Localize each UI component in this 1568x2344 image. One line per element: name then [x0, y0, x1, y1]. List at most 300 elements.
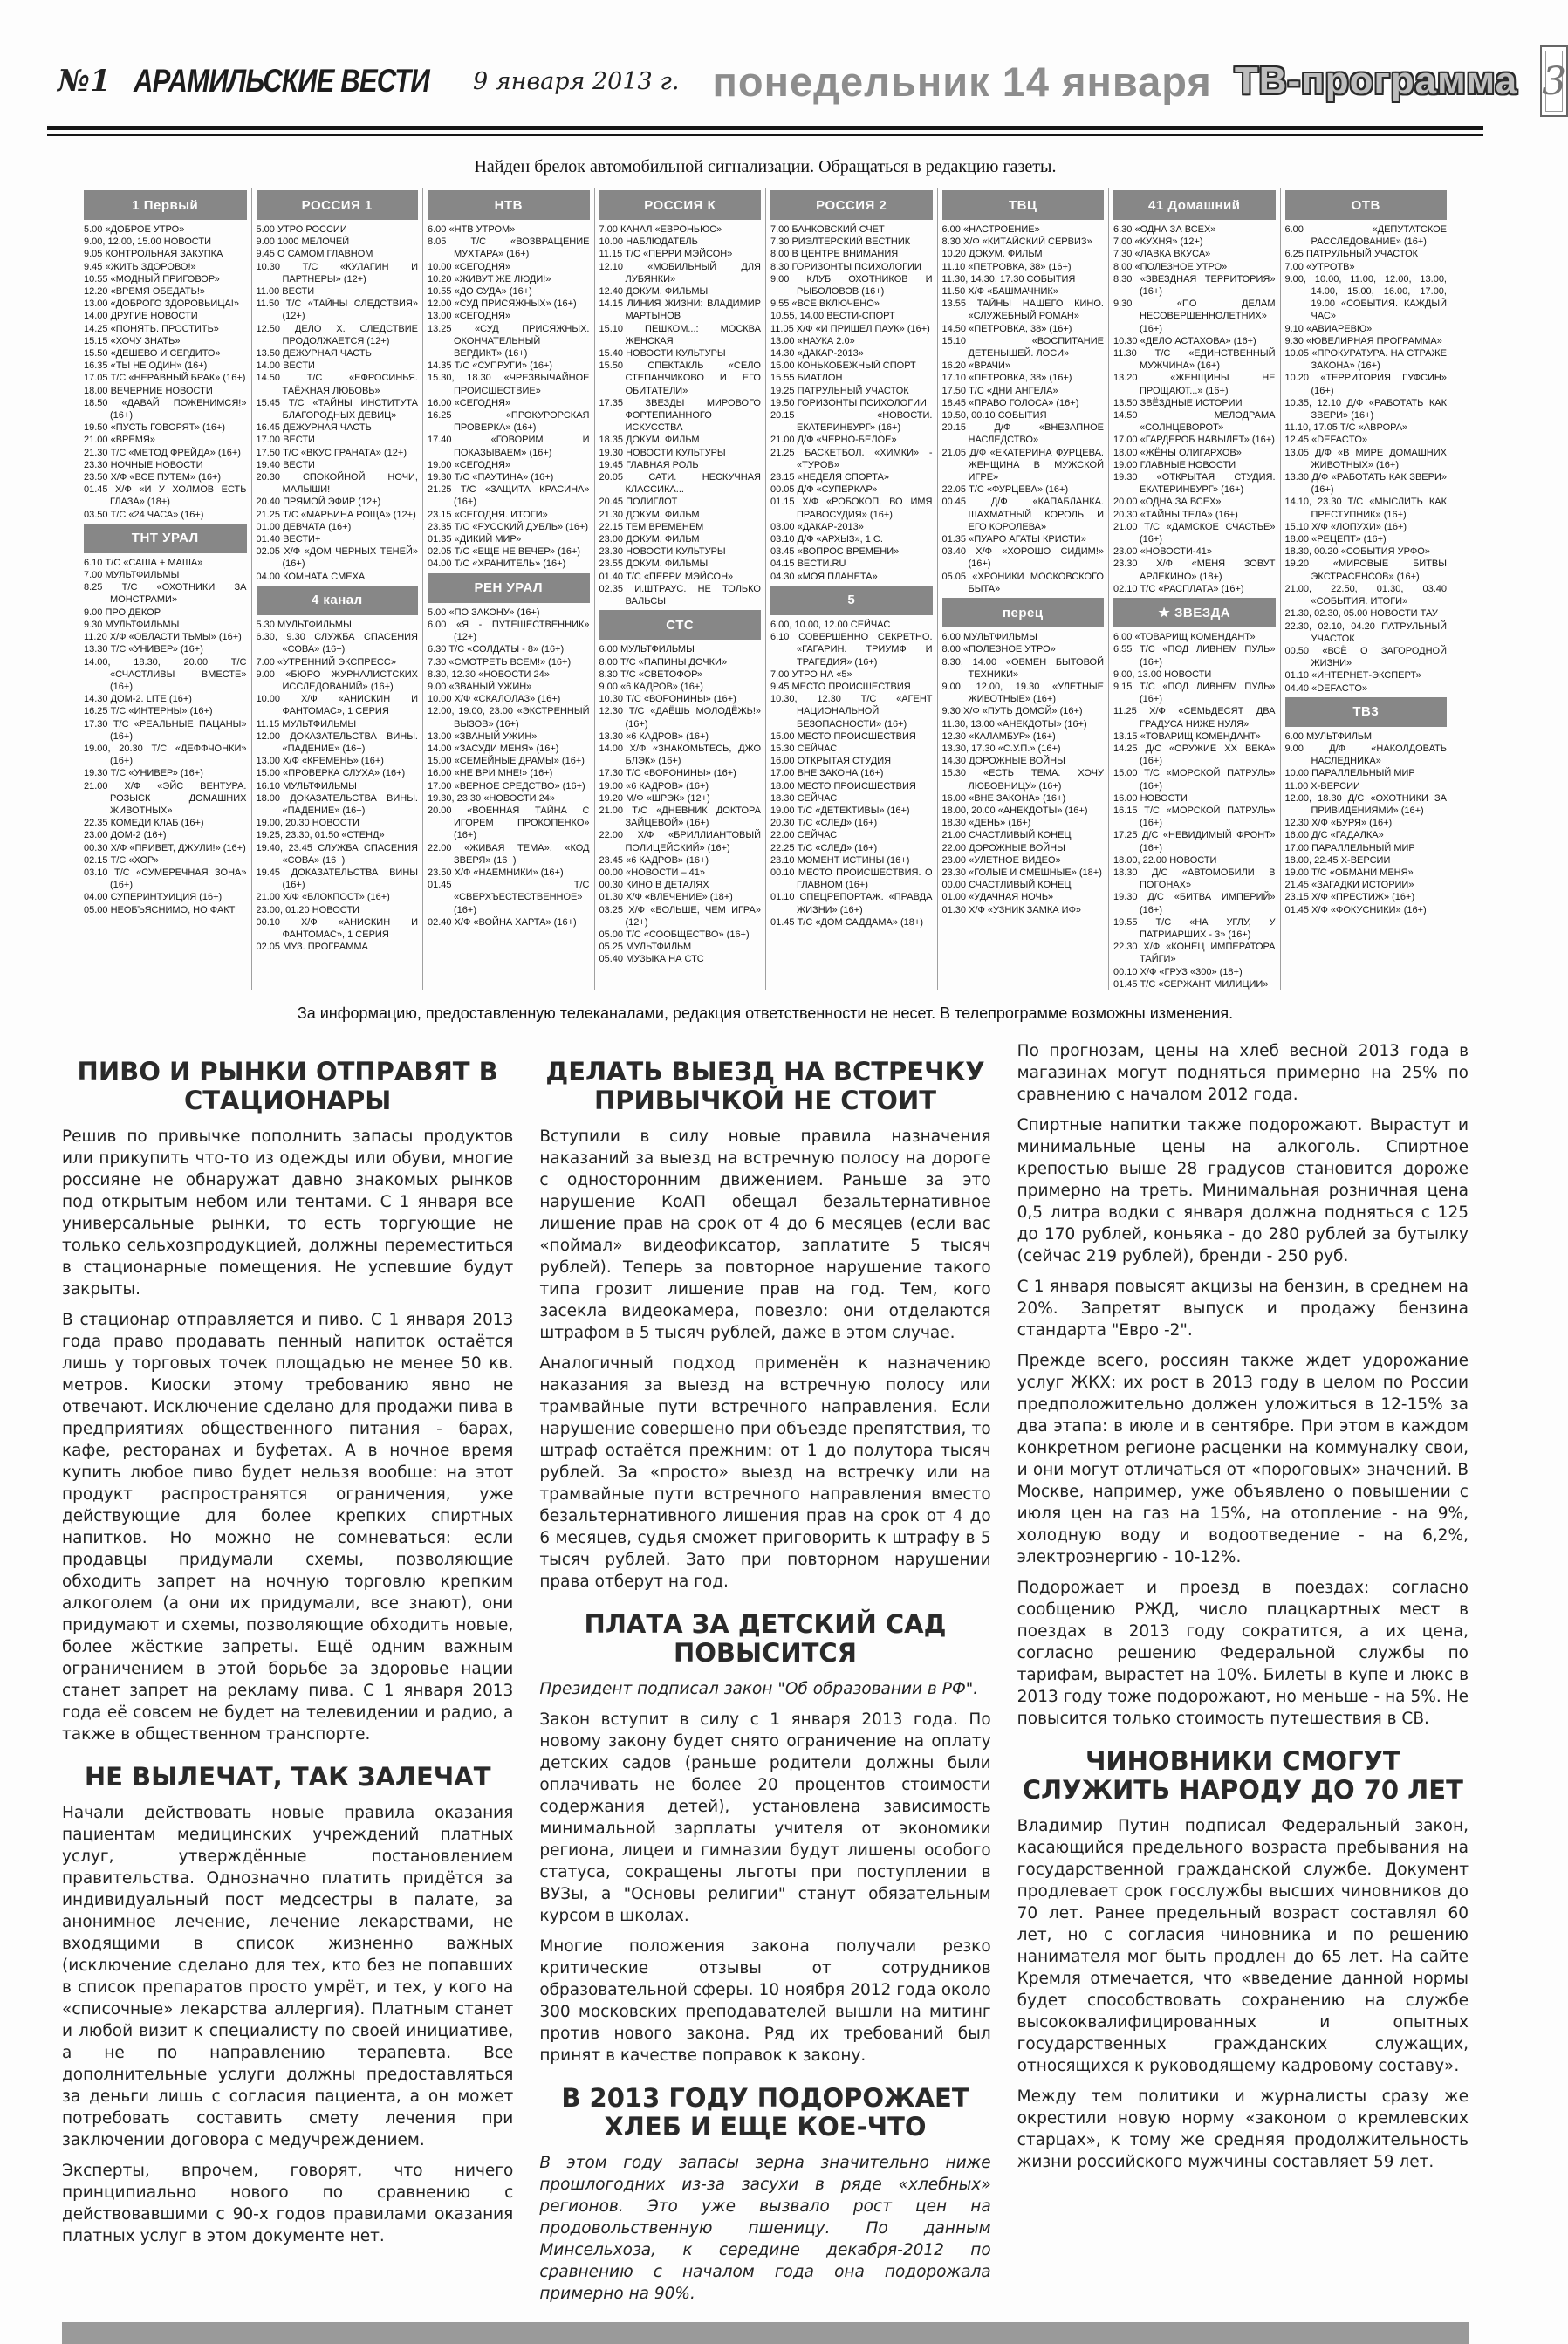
program-entry: 14.50 «ПЕТРОВКА, 38» (16+): [941, 323, 1072, 334]
program-entry: 15.10 ПЕШКОМ...: МОСКВА ЖЕНСКАЯ: [599, 323, 761, 346]
program-entry: 14.25 Д/С «ОРУЖИЕ ХХ ВЕКА» (16+): [1113, 743, 1276, 767]
program-entry: 8.00 «ПОЛЕЗНОЕ УТРО»: [1113, 261, 1228, 272]
program-entry: 19.30 Д/С «БИТВА ИМПЕРИЙ» (16+): [1113, 892, 1276, 915]
program-entry: 6.25 ПАТРУЛЬНЫЙ УЧАСТОК: [1284, 249, 1419, 260]
program-entry: 12.00 «СУД ПРИСЯЖНЫХ» (16+): [428, 298, 577, 310]
article: [539, 1058, 990, 1593]
program-entry: 18.00 «РЕЦЕПТ» (16+): [1284, 534, 1387, 545]
program-entry: 10.30 «ДЕЛО АСТАХОВА» (16+): [1113, 335, 1256, 346]
program-entry: 17.50 Т/С «ВКУС ГРАНАТА» (12+): [256, 447, 407, 458]
channel-logo-text: ТВ3: [1352, 704, 1380, 720]
program-entry: 11.15 МУЛЬТФИЛЬМЫ: [256, 718, 357, 730]
program-entry: 22.05 Т/С «ФУРЦЕВА» (16+): [941, 484, 1069, 496]
program-entry: 13.50 ЗВЁЗДНЫЕ ИСТОРИИ: [1113, 397, 1243, 408]
program-entry: 15.00 Т/С «МОРСКОЙ ПАТРУЛЬ» (16+): [1113, 768, 1276, 792]
program-entry: 10.30 Т/С «ВОРОНИНЫ» (16+): [599, 694, 736, 705]
program-entry: 05.00 НЕОБЪЯСНИМО, НО ФАКТ: [84, 904, 236, 915]
article: [1017, 1040, 1469, 1730]
program-entry: 00.30 КИНО В ДЕТАЛЯХ: [599, 880, 709, 891]
program-entry: 04.15 ВЕСТИ.RU: [770, 559, 846, 570]
issue-number: №1: [58, 64, 111, 99]
program-entry: 21.25 БАСКЕТБОЛ. «ХИМКИ» - «ТУРОВ»: [770, 447, 933, 470]
issue-date: 9 января 2013 г.: [473, 67, 680, 95]
program-entry: 21.00 Т/С «ДАМСКОЕ СЧАСТЬЕ» (16+): [1113, 521, 1276, 545]
article-column: [62, 1040, 513, 2313]
program-entry: 8.05 Т/С «ВОЗВРАЩЕНИЕ МУХТАРА» (16+): [428, 236, 590, 260]
channel-logo-text: ОТВ: [1351, 197, 1380, 213]
channel-logo: [942, 190, 1105, 220]
program-entry: 13.30 «6 КАДРОВ» (16+): [599, 730, 709, 742]
program-entry: 13.05 Д/Ф «В МИРЕ ДОМАШНИХ ЖИВОТНЫХ» (16+): [1284, 447, 1447, 470]
program-entry: 7.00 «УТРЕННИЙ ЭКСПРЕСС»: [256, 656, 396, 668]
program-entry: 6.00 «ТОВАРИЩ КОМЕНДАНТ»: [1113, 632, 1256, 643]
program-entry: 03.45 «ВОПРОС ВРЕМЕНИ»: [770, 546, 900, 558]
channel-logo-text: перец: [1002, 605, 1044, 620]
channel-logo: [428, 573, 590, 603]
program-entry: 21.00, 22.50, 01.30, 03.40 «СОБЫТИЯ. ИТОГИ»: [1284, 583, 1447, 607]
program-entry: 6.10 СОВЕРШЕННО СЕКРЕТНО. «ГАГАРИН. ТРИУМФ И ТРАГЕДИЯ» (16+): [770, 632, 933, 668]
program-entry: 19.20 «МИРОВЫЕ БИТВЫ ЭКСТРАСЕНСОВ» (16+): [1284, 559, 1447, 582]
program-entry: 8.30 Х/Ф «КИТАЙСКИЙ СЕРВИЗ»: [941, 236, 1092, 248]
program-entry: 19.55 Т/С «НА УГЛУ, У ПАТРИАРШИХ - 3» (16+): [1113, 916, 1276, 940]
program-entry: 15.00 «ПРОВЕРКА СЛУХА» (16+): [256, 768, 406, 779]
program-entry: 21.25 Т/С «ЗАЩИТА КРАСИНА» (16+): [428, 484, 590, 508]
program-entry: 6.30 «ОДНА ЗА ВСЕХ»: [1113, 224, 1216, 235]
program-entry: 02.35 И.ШТРАУС. НЕ ТОЛЬКО ВАЛЬСЫ: [599, 583, 761, 607]
tv-grid-column: [79, 188, 251, 990]
program-entry: 01.10 «ИНТЕРНЕТ-ЭКСПЕРТ»: [1284, 670, 1421, 682]
channel-logo-text: РОССИЯ 1: [301, 197, 373, 213]
channel-logo: [770, 190, 933, 220]
program-entry: 15.15 «ХОЧУ ЗНАТЬ»: [84, 335, 181, 346]
program-entry: 19.40 ВЕСТИ: [256, 459, 315, 470]
program-entry: 11.30, 13.00 «АНЕКДОТЫ» (16+): [941, 718, 1087, 730]
program-entry: 6.00 «НАСТРОЕНИЕ»: [941, 224, 1040, 235]
program-entry: 15.00 КОНЬКОБЕЖНЫЙ СПОРТ: [770, 360, 916, 372]
program-entry: 05.25 МУЛЬТФИЛЬМ: [599, 942, 692, 953]
program-entry: 23.15 Х/Ф «ПРЕСТИЖ» (16+): [1284, 892, 1415, 903]
program-entry: 00.10 Х/Ф «ГРУЗ «300» (18+): [1113, 966, 1243, 977]
program-entry: 19.30 НОВОСТИ КУЛЬТУРЫ: [599, 447, 726, 458]
program-entry: 00.45 Д/Ф «КАПАБЛАНКА. ШАХМАТНЫЙ КОРОЛЬ И ЕГО КОРОЛЕВА»: [941, 497, 1104, 532]
program-entry: 20.00 «ОДНА ЗА ВСЕХ»: [1113, 497, 1222, 508]
program-entry: 00.10 МЕСТО ПРОИСШЕСТВИЯ. О ГЛАВНОМ (16+): [770, 867, 933, 891]
program-entry: 21.25 Т/С «МАРЬИНА РОЩА» (12+): [256, 509, 416, 520]
channel-logo: [1285, 190, 1448, 220]
program-entry: 19.00 ГЛАВНЫЕ НОВОСТИ: [1113, 459, 1236, 470]
program-entry: 23.30 Х/Ф «МЕНЯ ЗОВУТ АРЛЕКИНО» (18+): [1113, 559, 1276, 582]
program-entry: 15.00 «СЕМЕЙНЫЕ ДРАМЫ» (16+): [428, 756, 585, 767]
article-title: ПЛАТА ЗА ДЕТСКИЙ САД ПОВЫСИТСЯ: [584, 1608, 947, 1668]
program-entry: 10.55 «МОДНЫЙ ПРИГОВОР»: [84, 273, 220, 284]
program-entry: 01.45 Т/С «ДОМ САДДАМА» (18+): [770, 916, 924, 928]
program-entry: 17.00 «ГАРДЕРОБ НАВЫЛЕТ» (16+): [1113, 435, 1275, 446]
program-entry: 21.00 Т/С «ДНЕВНИК ДОКТОРА ЗАЙЦЕВОЙ» (16+): [599, 805, 761, 829]
newspaper-title: АРАМИЛЬСКИЕ ВЕСТИ: [133, 63, 429, 99]
program-entry: 01.35 «ПУАРО АГАТЫ КРИСТИ»: [941, 534, 1086, 545]
program-entry: 6.00 МУЛЬТФИЛЬМЫ: [599, 644, 695, 655]
channel-logo: [942, 598, 1105, 627]
article: [539, 1610, 990, 2066]
program-entry: 00.10 Х/Ф «АНИСКИН И ФАНТОМАС», 1 СЕРИЯ: [256, 916, 418, 940]
program-entry: 12.40 ДОКУМ. ФИЛЬМЫ: [599, 286, 709, 298]
program-entry: 20.30 Т/С «СЛЕД» (16+): [770, 818, 878, 829]
program-entry: 01.40 ВЕСТИ+: [256, 534, 321, 545]
program-entry: 6.55 Т/С «ПОД ЛИВНЕМ ПУЛЬ» (16+): [1113, 644, 1276, 668]
program-entry: 8.00 Т/С «ПАПИНЫ ДОЧКИ»: [599, 656, 728, 668]
program-entry: 6.00 «НТВ УТРОМ»: [428, 224, 516, 235]
program-entry: 14.30 ДОРОЖНЫЕ ВОЙНЫ: [941, 756, 1065, 767]
program-entry: 14.00 «ЗАСУДИ МЕНЯ» (16+): [428, 743, 559, 754]
program-entry: 18.35 ДОКУМ. ФИЛЬМ: [599, 435, 700, 446]
program-entry: 9.30 Х/Ф «ПУТЬ ДОМОЙ» (16+): [941, 706, 1083, 717]
program-entry: 12.30 Х/Ф «БУРЯ» (16+): [1284, 818, 1393, 829]
program-entry: 21.05 Д/Ф «ЕКАТЕРИНА ФУРЦЕВА. ЖЕНЩИНА В МУЖСКОЙ ИГРЕ»: [941, 447, 1104, 483]
program-entry: 18.00, 20.00 «АНЕКДОТЫ» (16+): [941, 805, 1088, 816]
article-title: В 2013 ГОДУ ПОДОРОЖАЕТ ХЛЕБ И ЕЩЕ КОЕ-ЧТО: [561, 2082, 969, 2142]
program-entry: 19.50 ГОРИЗОНТЫ ПСИХОЛОГИИ: [770, 397, 927, 408]
program-entry: 15.00 МЕСТО ПРОИСШЕСТВИЯ: [770, 730, 916, 742]
program-entry: 21.00 СЧАСТЛИВЫЙ КОНЕЦ: [941, 830, 1072, 841]
program-entry: 01.00 «УДАЧНАЯ НОЧЬ»: [941, 892, 1054, 903]
program-entry: 20.15 «НОВОСТИ. ЕКАТЕРИНБУРГ» (16+): [770, 410, 933, 434]
program-entry: 7.30 «ЛАВКА ВКУСА»: [1113, 249, 1211, 260]
program-entry: 10.05 «ПРОКУРАТУРА. НА СТРАЖЕ ЗАКОНА» (16+): [1284, 348, 1447, 372]
program-entry: 13.00 «ЗВАНЫЙ УЖИН»: [428, 730, 538, 742]
program-entry: 21.00 Х/Ф «БЛОКПОСТ» (16+): [256, 892, 390, 903]
program-entry: 19.30, 23.30 «НОВОСТИ 24»: [428, 792, 555, 804]
program-entry: 15.30 «ЕСТЬ ТЕМА. ХОЧУ ЛЮБОВНИЦУ» (16+): [941, 768, 1104, 792]
program-entry: 00.50 «ВСЁ О ЗАГОРОДНОЙ ЖИЗНИ»: [1284, 645, 1447, 669]
program-entry: 21.00 Д/Ф «ЧЕРНО-БЕЛОЕ»: [770, 435, 897, 446]
program-entry: 8.00 «ПОЛЕЗНОЕ УТРО»: [941, 644, 1056, 655]
program-entry: 18.00 МЕСТО ПРОИСШЕСТВИЯ: [770, 780, 916, 792]
program-entry: 17.10 «ПЕТРОВКА, 38» (16+): [941, 373, 1072, 384]
program-entry: 14.10, 23.30 Т/С «МЫСЛИТЬ КАК ПРЕСТУПНИК» (16+): [1284, 497, 1447, 520]
article: [539, 2084, 990, 2305]
program-entry: 13.30 Д/Ф «РАБОТАТЬ КАК ЗВЕРИ» (16+): [1284, 472, 1447, 496]
program-entry: 6.00 «ДЕПУТАТСКОЕ РАССЛЕДОВАНИЕ» (16+): [1284, 224, 1447, 248]
program-entry: 14.00 ДРУГИЕ НОВОСТИ: [84, 311, 198, 322]
program-entry: 13.50 ДЕЖУРНАЯ ЧАСТЬ: [256, 348, 372, 360]
program-entry: 02.05 МУЗ. ПРОГРАММА: [256, 942, 368, 953]
program-entry: 15.40 НОВОСТИ КУЛЬТУРЫ: [599, 348, 726, 360]
program-entry: 12.10 «МОБИЛЬНЫЙ ДЛЯ ЛУБЯНКИ»: [599, 261, 761, 284]
program-entry: 17.30 Т/С «РЕАЛЬНЫЕ ПАЦАНЫ» (16+): [84, 718, 247, 742]
program-entry: 16.25 «ПРОКУРОРСКАЯ ПРОВЕРКА» (16+): [428, 410, 590, 434]
program-entry: 02.15 Т/С «ХОР»: [84, 854, 159, 866]
program-entry: 22.35 КОМЕДИ КЛАБ (16+): [84, 818, 204, 829]
program-entry: 22.25 Т/С «СЛЕД» (16+): [770, 842, 878, 853]
program-entry: 15.10 Х/Ф «ЛОПУХИ» (16+): [1284, 521, 1407, 532]
program-entry: 19.25, 23.30, 01.50 «СТЕНД»: [256, 830, 385, 841]
program-entry: 7.00 «УТРОТВ»: [1284, 261, 1355, 272]
page-number-box: 3: [1540, 45, 1568, 117]
program-entry: 23.45 «6 КАДРОВ» (16+): [599, 854, 709, 866]
program-entry: 18.30 Д/С «АВТОМОБИЛИ В ПОГОНАХ»: [1113, 867, 1276, 891]
program-entry: 12.45 «DEFACTO»: [1284, 435, 1368, 446]
program-entry: 11.50 Т/С «ТАЙНЫ СЛЕДСТВИЯ» (12+): [256, 298, 418, 322]
program-entry: 9.00, 12.00, 19.30 «УЛЕТНЫЕ ЖИВОТНЫЕ» (16+): [941, 681, 1104, 705]
program-entry: 13.55 ТАЙНЫ НАШЕГО КИНО. «СЛУЖЕБНЫЙ РОМАН»: [941, 298, 1104, 322]
program-entry: 18.30, 00.20 «СОБЫТИЯ УРФО»: [1284, 546, 1430, 558]
tv-grid-column: [937, 188, 1109, 990]
program-entry: 23.10 МОМЕНТ ИСТИНЫ (16+): [770, 854, 910, 866]
program-entry: 16.20 «ВРАЧИ»: [941, 360, 1010, 372]
article-title: ДЕЛАТЬ ВЫЕЗД НА ВСТРЕЧКУ ПРИВЫЧКОЙ НЕ СТОИТ: [545, 1056, 985, 1115]
channel-logo: [1285, 697, 1448, 727]
article-paragraph: Между тем политики и журналисты сразу же окрестили новую норму «законом о кремлевских старцах», к тому же средняя продолжительность жизни российского мужчины составляет 59 лет.: [1017, 2087, 1469, 2171]
program-entry: 17.05 Т/С «НЕРАВНЫЙ БРАК» (16+): [84, 373, 246, 384]
program-entry: 01.15 Х/Ф «РОБОКОП. ВО ИМЯ ПРАВОСУДИЯ» (16+): [770, 497, 933, 520]
channel-logo: [84, 190, 247, 220]
header-divider: [47, 126, 1483, 136]
program-entry: 18.45 «ПРАВО ГОЛОСА» (16+): [941, 397, 1079, 408]
program-entry: 10.00 НАБЛЮДАТЕЛЬ: [599, 236, 698, 248]
program-entry: 10.00 Х/Ф «АНИСКИН И ФАНТОМАС», 1 СЕРИЯ: [256, 694, 418, 717]
page-title: понедельник 14 января: [712, 58, 1212, 105]
program-entry: 23.15 «НЕДЕЛЯ СПОРТА»: [770, 472, 890, 483]
channel-logo-text: ★ ЗВЕЗДА: [1158, 606, 1231, 621]
program-entry: 19.30 Т/С «УНИВЕР» (16+): [84, 768, 203, 779]
program-entry: 01.10 СПЕЦРЕПОРТАЖ. «ПРАВДА ЖИЗНИ» (16+): [770, 892, 933, 915]
program-entry: 20.15 Д/Ф «ВНЕЗАПНОЕ НАСЛЕДСТВО»: [941, 422, 1104, 446]
program-entry: 21.45 «ЗАГАДКИ ИСТОРИИ»: [1284, 880, 1414, 891]
disclaimer-text: За информацию, предоставленную телеканалами, редакция ответственности не несет. В телепрограмме возможны изменения.: [297, 1004, 1234, 1022]
article-column: [1017, 1040, 1469, 2313]
program-entry: 17.00 «ВЕРНОЕ СРЕДСТВО» (16+): [428, 780, 585, 792]
program-entry: 16.00 «СЕГОДНЯ»: [428, 397, 511, 408]
program-entry: 19.00, 20.30 Т/С «ДЕФФЧОНКИ» (16+): [84, 743, 247, 767]
program-entry: 17.30 Т/С «ВОРОНИНЫ» (16+): [599, 768, 736, 779]
program-entry: 7.00 «КУХНЯ» (12+): [1113, 236, 1203, 248]
program-entry: 19.40, 23.45 СЛУЖБА СПАСЕНИЯ «СОВА» (16+): [256, 842, 418, 866]
program-entry: 6.10 Т/С «САША + МАША»: [84, 557, 203, 568]
program-entry: 23.55 ДОКУМ. ФИЛЬМЫ: [599, 559, 709, 570]
program-entry: 9.30 «ПО ДЕЛАМ НЕСОВЕРШЕННОЛЕТНИХ» (16+): [1113, 298, 1276, 334]
program-entry: 7.00 МУЛЬТФИЛЬМЫ: [84, 570, 180, 581]
program-entry: 01.30 Х/Ф «ВЛЕЧЕНИЕ» (18+): [599, 892, 733, 903]
tv-grid-column: [251, 188, 423, 990]
articles-section: [62, 1040, 1469, 2313]
program-entry: 01.45 Т/С «СЕРЖАНТ МИЛИЦИИ»: [1113, 978, 1269, 990]
program-entry: 14.30 «ДАКАР-2013»: [770, 348, 864, 360]
program-entry: 9.00 Д/Ф «НАКОЛДОВАТЬ НАСЛЕДНИКА»: [1284, 743, 1447, 767]
article: [1017, 1747, 1469, 2173]
article-paragraph: По прогнозам, цены на хлеб весной 2013 года в магазинах могут подняться примерно на 25% по сравнению с началом 2012 года.: [1017, 1041, 1469, 1104]
program-entry: 01.45 Х/Ф «ФОКУСНИКИ» (16+): [1284, 904, 1427, 915]
program-entry: 8.30 «ЗВЕЗДНАЯ ТЕРРИТОРИЯ» (16+): [1113, 273, 1276, 298]
article-paragraph: Вступили в силу новые правила назначения наказаний за выезд на встречную полосу на дороге с односторонним движением. Раньше за это нарушение КоАП обещал безальтернативное лишение прав на срок от 4 до 6 месяцев (если вас «поймал» видеофиксатор, заплатите 5 тысяч рублей). Теперь за повторное нарушение такого типа грозит лишение прав на год. Тем, кого засекла видеокамера, повезло: они отделаются штрафом в 5 тысяч рублей, даже в этом случае.: [539, 1127, 991, 1342]
program-entry: 7.30 «СМОТРЕТЬ ВСЕМ!» (16+): [428, 656, 572, 668]
channel-logo-text: РЕН УРАЛ: [474, 580, 544, 596]
program-entry: 00.00 СЧАСТЛИВЫЙ КОНЕЦ: [941, 880, 1072, 891]
channel-logo-text: 1 Первый: [132, 197, 199, 213]
program-entry: 22.00 СЕЙЧАС: [770, 830, 838, 841]
program-entry: 20.40 ПРЯМОЙ ЭФИР (12+): [256, 497, 381, 508]
program-entry: 10.35, 12.10 Д/Ф «РАБОТАТЬ КАК ЗВЕРИ» (16+): [1284, 397, 1447, 422]
program-entry: 10.20 ДОКУМ. ФИЛЬМ: [941, 249, 1043, 260]
program-entry: 11.20 Х/Ф «ОБЛАСТИ ТЬМЫ» (16+): [84, 632, 242, 643]
bottom-gray-bar: [62, 2322, 1469, 2344]
program-entry: 16.00 Д/С «ГАДАЛКА»: [1284, 830, 1384, 841]
program-entry: 11.25 Х/Ф «СЕМЬДЕСЯТ ДВА ГРАДУСА НИЖЕ НУЛЯ»: [1113, 706, 1276, 730]
program-entry: 12.30 Т/С «ДАЁШЬ МОЛОДЁЖЬ!» (16+): [599, 706, 761, 730]
article-paragraph: Спиртные напитки также подорожают. Вырастут и минимальные цены на алкоголь. Спиртное крепостью выше 28 градусов становится дороже примерно на треть. Минимальная розничная цена 0,5 литра водки с января должна подняться с 125 до 170 рублей, коньяка - до 280 рублей за бутылку (сейчас 219 рублей), бренди - 250 руб.: [1017, 1115, 1469, 1265]
program-entry: 20.05 САТИ. НЕСКУЧНАЯ КЛАССИКА...: [599, 472, 761, 496]
program-entry: 10.00 «СЕГОДНЯ»: [428, 261, 511, 272]
program-entry: 23.00 ДОКУМ. ФИЛЬМ: [599, 534, 700, 545]
program-entry: 15.45 Т/С «ТАЙНЫ ИНСТИТУТА БЛАГОРОДНЫХ ДЕВИЦ»: [256, 397, 418, 422]
program-entry: 19.00, 20.30 НОВОСТИ: [256, 818, 359, 829]
channel-logo-text: ТВЦ: [1009, 197, 1037, 213]
program-entry: 14.35 Т/С «СУПРУГИ» (16+): [428, 360, 553, 372]
article: [62, 1763, 513, 2247]
program-entry: 18.30 «ДЕНЬ» (16+): [941, 818, 1031, 829]
program-entry: 15.10 «ВОСПИТАНИЕ ДЕТЕНЫШЕЙ. ЛОСИ»: [941, 335, 1104, 360]
program-entry: 01.45 Т/С «СВЕРХЪЕСТЕСТВЕННОЕ» (16+): [428, 880, 590, 915]
program-entry: 23.15 «СЕГОДНЯ. ИТОГИ»: [428, 509, 548, 520]
program-entry: 12.00, 18.30 Д/С «ОХОТНИКИ ЗА ПРИВИДЕНИЯМИ» (16+): [1284, 792, 1447, 816]
article-paragraph: Подорожает и проезд в поездах: согласно сообщению РЖД, число плацкартных мест в поездах в 2013 году сократится, а их цена, согласно решению Федеральной службы по тарифам, вырастет на 10%. Билеты в купе и люкс в 2013 году тоже подорожают, но меньше - на 5%. Не повысится только стоимость путешествия в СВ.: [1017, 1578, 1469, 1728]
program-entry: 02.10 Т/С «РАСПЛАТА» (16+): [1113, 583, 1244, 594]
program-entry: 03.40 Х/Ф «ХОРОШО СИДИМ!» (16+): [941, 546, 1104, 570]
program-entry: 16.15 Т/С «МОРСКОЙ ПАТРУЛЬ» (16+): [1113, 805, 1276, 829]
program-entry: 21.30 Т/С «МЕТОД ФРЕЙДА» (16+): [84, 447, 241, 458]
program-entry: 14.15 ЛИНИЯ ЖИЗНИ: ВЛАДИМИР МАРТЫНОВ: [599, 298, 761, 322]
channel-logo: [84, 524, 247, 553]
channel-logo: [257, 586, 419, 615]
article-column: [539, 1040, 990, 2313]
channel-logo-text: ТНТ УРАЛ: [131, 531, 199, 546]
program-entry: 14.00 Х/Ф «ЗНАКОМЬТЕСЬ, ДЖО БЛЭК» (16+): [599, 743, 761, 767]
program-entry: 16.00 «ВНЕ ЗАКОНА» (16+): [941, 792, 1066, 804]
program-entry: 11.00 ВЕСТИ: [256, 286, 315, 298]
program-entry: 10.30, 12.30 Т/С «АГЕНТ НАЦИОНАЛЬНОЙ БЕЗОПАСНОСТИ» (16+): [770, 694, 933, 730]
program-entry: 20.00 «ВОЕННАЯ ТАЙНА С ИГОРЕМ ПРОКОПЕНКО» (16+): [428, 805, 590, 841]
tv-program-grid: [79, 188, 1451, 990]
program-entry: 9.00, 13.00 НОВОСТИ: [1113, 668, 1212, 680]
program-entry: 9.05 КОНТРОЛЬНАЯ ЗАКУПКА: [84, 249, 223, 260]
program-entry: 8.30 ГОРИЗОНТЫ ПСИХОЛОГИИ: [770, 261, 921, 272]
program-entry: 14.50 Т/С «ЕФРОСИНЬЯ. ТАЁЖНАЯ ЛЮБОВЬ»: [256, 373, 418, 396]
program-entry: 9.45 МЕСТО ПРОИСШЕСТВИЯ: [770, 681, 911, 692]
article: [62, 1058, 513, 1745]
program-entry: 02.05 Т/С «ЕЩЕ НЕ ВЕЧЕР» (16+): [428, 546, 581, 558]
program-entry: 8.30 Т/С «СВЕТОФОР»: [599, 668, 703, 680]
article-lead: В этом году запасы зерна значительно ниже прошлогодних из-за засухи в ряде «хлебных» регионов. Это уже вызвало рост цен на продовольственную пшеницу. По данным Минсельхоза, к середине декабря-2012 по сравнению с началом года она подорожала примерно на 90%.: [539, 2153, 991, 2303]
program-entry: 11.10, 17.05 Т/С «АВРОРА»: [1284, 422, 1408, 434]
program-entry: 22.15 ТЕМ ВРЕМЕНЕМ: [599, 521, 704, 532]
program-entry: 19.20 М/Ф «ШРЭК» (12+): [599, 792, 710, 804]
article-paragraph: Аналогичный подход применён к назначению наказания за выезд на встречную полосу или трамвайные пути встречного направления. Если нарушение совершено при объезде препятствия, то штраф остаётся прежним: от 1 до полутора тысяч рублей. За «просто» выезд на встречку или на трамвайные пути встречного направления вместо безальтернативного лишения прав на срок от 4 до 6 месяцев, судья сможет приговорить к штрафу в 5 тысяч рублей. Зато при повторном нарушении права отберут на год.: [539, 1354, 991, 1591]
program-entry: 10.20 «ЖИВУТ ЖЕ ЛЮДИ!»: [428, 273, 551, 284]
channel-logo-text: 41 Домашний: [1148, 197, 1241, 213]
program-entry: 14.50 МЕЛОДРАМА «СОЛНЦЕВОРОТ»: [1113, 410, 1276, 434]
program-entry: 17.00 ПАРАЛЛЕЛЬНЫЙ МИР: [1284, 842, 1415, 853]
program-entry: 04.00 КОМНАТА СМЕХА: [256, 571, 366, 582]
program-entry: 10.20 «ТЕРРИТОРИЯ ГУФСИН» (16+): [1284, 373, 1447, 396]
program-entry: 12.30 «КАЛАМБУР» (16+): [941, 730, 1056, 742]
program-entry: 15.50 «ДЕШЕВО И СЕРДИТО»: [84, 348, 221, 360]
program-entry: 6.00 «Я - ПУТЕШЕСТВЕННИК» (12+): [428, 619, 590, 643]
program-entry: 22.00 ДОРОЖНЫЕ ВОЙНЫ: [941, 842, 1065, 853]
program-entry: 01.35 «ДИКИЙ МИР»: [428, 534, 522, 545]
program-entry: 00.05 Д/Ф «СУПЕРКАР»: [770, 484, 878, 496]
article-paragraph: Закон вступит в силу с 1 января 2013 года. По новому закону будет снято ограничение на оплату детских садов (раньше родители должны были оплачивать не более 20 процентов стоимости содержания детей), установлена зависимость минимальной зарплаты учителя от экономики региона, лицеи и гимназии будут лишены особого статуса, сокращены льготы при поступлении в ВУЗы, а "Основы религии" станут обязательным курсом в школах.: [539, 1710, 991, 1925]
program-entry: 9.00 1000 МЕЛОЧЕЙ: [256, 236, 350, 248]
program-entry: 8.25 Т/С «ОХОТНИКИ ЗА МОНСТРАМИ»: [84, 582, 247, 606]
program-entry: 10.55, 14.00 ВЕСТИ-СПОРТ: [770, 311, 895, 322]
program-entry: 16.10 МУЛЬТФИЛЬМЫ: [256, 780, 357, 792]
program-entry: 12.00, 19.00, 23.00 «ЭКСТРЕННЫЙ ВЫЗОВ» (16+): [428, 706, 590, 730]
program-entry: 12.20 «ВРЕМЯ ОБЕДАТЬ!»: [84, 286, 206, 298]
program-entry: 04.40 «DEFACTO»: [1284, 682, 1368, 694]
program-entry: 22.30, 02.10, 04.20 ПАТРУЛЬНЫЙ УЧАСТОК: [1284, 620, 1447, 644]
program-entry: 11.30, 14.30, 17.30 СОБЫТИЯ: [941, 273, 1076, 284]
article-title: ЧИНОВНИКИ СМОГУТ СЛУЖИТЬ НАРОДУ ДО 70 ЛЕТ: [1022, 1745, 1463, 1805]
article-paragraph: Владимир Путин подписал Федеральный закон, касающийся предельного возраста пребывания на государственной гражданской службе. Документ продлевает срок госслужбы высших чиновников до 70 лет. Ранее предельный возраст составлял 60 лет, но с согласия чиновника и по решению нанимателя мог быть продлен до 65 лет. На сайте Кремля отмечается, что «введение данной нормы будет способствовать сохранению на службе высококвалифицированных и опытных государственных гражданских служащих, относящихся к руководящему кадровому составу».: [1017, 1816, 1469, 2075]
program-entry: 9.45 «ЖИТЬ ЗДОРОВО!»: [84, 261, 196, 272]
program-entry: 13.00 «ДОБРОГО ЗДОРОВЬИЦА!»: [84, 298, 239, 310]
article-paragraph: В стационар отправляется и пиво. С 1 января 2013 года право продавать пенный напиток остаётся лишь у торговых точек площадью не менее 50 кв. метров. Киоски этому требованию явно не отвечают. Исключение сделано для продажи пива в предприятиях общественного питания - барах, кафе, ресторанах и буфетах. А в ночное время купить любое пиво будет нельзя вообще: на этот продукт распространятся ограничения, уже действующие для более крепких спиртных напитков. Но можно не сомневаться: если продавцы придумали схемы, позволяющие обходить запрет на ночную торговлю крепким алкоголем (а они их придумали, все знают), они придумают и схемы, позволяющие обходить новые, более жёсткие запреты. Ещё одним важным ограничением в этой борьбе за здоровье нации станет запрет на рекламу пива. С 1 января 2013 года её совсем не будет на телевидении и радио, а также в общественном транспорте.: [62, 1310, 514, 1744]
article-title: ПИВО И РЫНКИ ОТПРАВЯТ В СТАЦИОНАРЫ: [77, 1056, 498, 1115]
tv-grid-column: [422, 188, 594, 990]
channel-logo: [428, 190, 590, 220]
program-entry: 7.00 УТРО НА «5»: [770, 668, 852, 680]
program-entry: 8.30, 14.00 «ОБМЕН БЫТОВОЙ ТЕХНИКИ»: [941, 656, 1104, 680]
program-entry: 15.30, 18.30 «ЧРЕЗВЫЧАЙНОЕ ПРОИСШЕСТВИЕ»: [428, 373, 590, 396]
channel-logo: [1113, 190, 1276, 220]
program-entry: 18.00 ВЕЧЕРНИЕ НОВОСТИ: [84, 385, 213, 396]
program-entry: 16.00 «НЕ ВРИ МНЕ!» (16+): [428, 768, 553, 779]
program-entry: 6.00 МУЛЬТФИЛЬМЫ: [941, 632, 1037, 643]
tv-grid-column: [1280, 188, 1452, 990]
channel-logo-text: СТС: [666, 617, 695, 633]
program-entry: 8.00 В ЦЕНТРЕ ВНИМАНИЯ: [770, 249, 899, 260]
channel-logo-text: НТВ: [494, 197, 523, 213]
program-entry: 23.00 «УЛЕТНОЕ ВИДЕО»: [941, 854, 1061, 866]
program-entry: 23.00 ДОМ-2 (16+): [84, 830, 167, 841]
program-entry: 14.25 «ПОНЯТЬ. ПРОСТИТЬ»: [84, 323, 219, 334]
channel-logo-text: 4 канал: [311, 593, 363, 608]
channel-logo-text: РОССИЯ 2: [816, 197, 887, 213]
program-entry: 11.05 Х/Ф «И ПРИШЕЛ ПАУК» (16+): [770, 323, 930, 334]
program-entry: 9.30 МУЛЬТФИЛЬМЫ: [84, 619, 180, 630]
section-title: ТВ-программа: [1234, 59, 1518, 102]
program-entry: 11.10 «ПЕТРОВКА, 38» (16+): [941, 261, 1072, 272]
program-entry: 10.30 Т/С «КУЛАГИН И ПАРТНЕРЫ» (12+): [256, 261, 418, 284]
program-entry: 20.45 ПОЛИГЛОТ: [599, 497, 678, 508]
tv-grid-column: [765, 188, 937, 990]
program-entry: 9.00, 10.00, 11.00, 12.00, 13.00, 14.00, 15.00, 16.00, 17.00, 19.00 «СОБЫТИЯ. КАЖДЫЙ ЧАС»: [1284, 273, 1447, 322]
program-entry: 20.30 «ТАЙНЫ ТЕЛА» (16+): [1113, 509, 1238, 520]
program-entry: 9.00, 12.00, 15.00 НОВОСТИ: [84, 236, 211, 248]
program-entry: 5.00 «ПО ЗАКОНУ» (16+): [428, 607, 540, 618]
program-entry: 18.30 СЕЙЧАС: [770, 792, 838, 804]
program-entry: 05.00 Т/С «СООБЩЕСТВО» (16+): [599, 929, 750, 940]
program-entry: 23.30 НОВОСТИ КУЛЬТУРЫ: [599, 546, 726, 558]
program-entry: 13.30 Т/С «УНИВЕР» (16+): [84, 644, 203, 655]
program-entry: 18.00, 22.45 Х-ВЕРСИИ: [1284, 854, 1391, 866]
program-entry: 9.10 «АВИАРЕВЮ»: [1284, 323, 1373, 334]
program-entry: 19.30 Т/С «ПАУТИНА» (16+): [428, 472, 554, 483]
program-entry: 23.50 Х/Ф «НАЕМНИКИ» (16+): [428, 867, 564, 878]
program-entry: 19.25 ПАТРУЛЬНЫЙ УЧАСТОК: [770, 385, 909, 396]
program-entry: 05.05 «ХРОНИКИ МОСКОВСКОГО БЫТА»: [941, 571, 1104, 594]
program-entry: 23.50 Х/Ф «ВСЕ ПУТЕМ» (16+): [84, 472, 222, 483]
program-entry: 5.00 «ДОБРОЕ УТРО»: [84, 224, 185, 235]
